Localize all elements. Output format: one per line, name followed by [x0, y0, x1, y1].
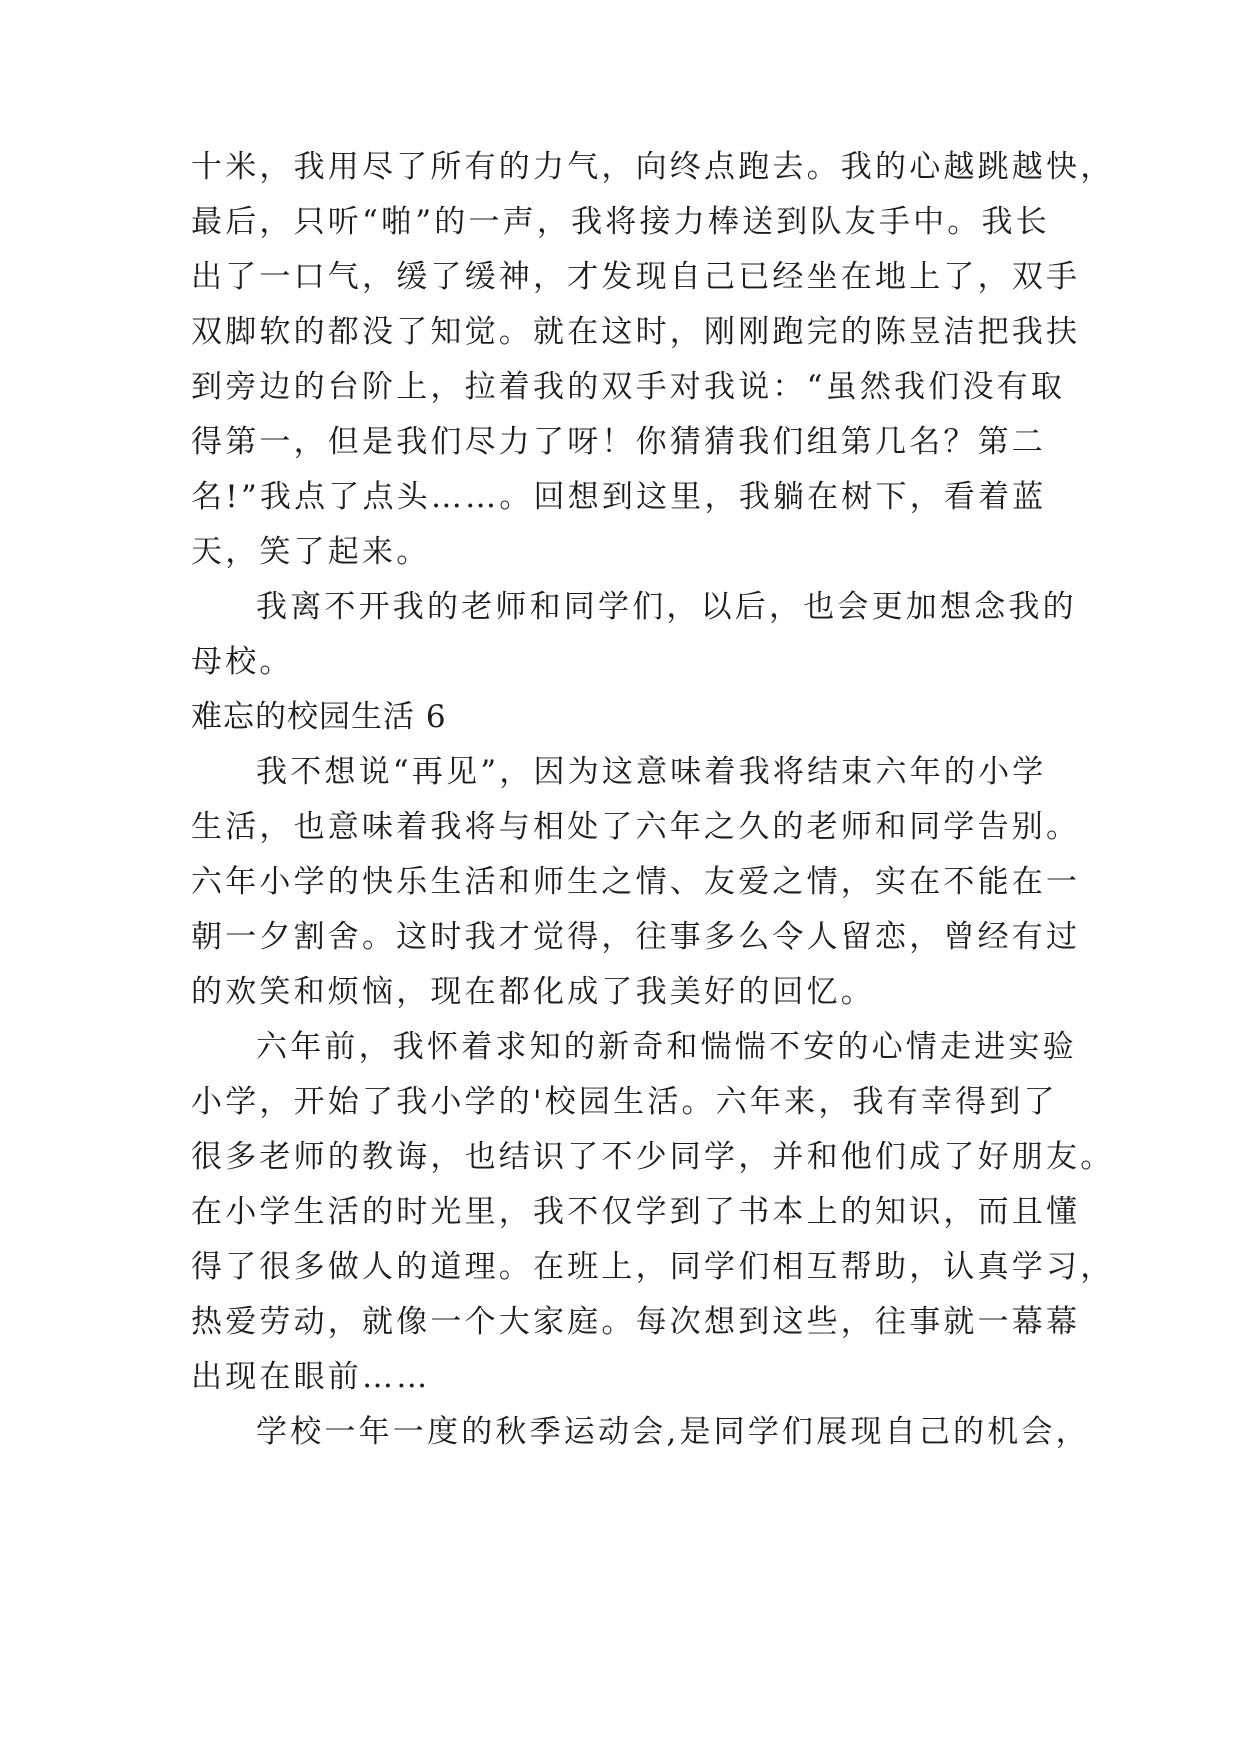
paragraph-line: 的欢笑和烦恼，现在都化成了我美好的回忆。 [191, 974, 875, 1010]
paragraph-line: 学校一年一度的秋季运动会,是同学们展现自己的机会， [256, 1414, 1090, 1450]
paragraph-line: 六年小学的快乐生活和师生之情、友爱之情，实在不能在一 [191, 864, 1081, 900]
paragraph-line: 生活，也意味着我将与相处了六年之久的老师和同学告别。 [191, 809, 1081, 845]
paragraph-line: 出了一口气，缓了缓神，才发现自己已经坐在地上了，双手 [191, 259, 1081, 295]
paragraph-line: 到旁边的台阶上，拉着我的双手对我说：“虽然我们没有取 [191, 369, 1066, 405]
paragraph-line: 我离不开我的老师和同学们，以后，也会更加想念我的 [256, 589, 1077, 625]
section-heading: 难忘的校园生活 6 [191, 699, 447, 735]
paragraph-line: 十米，我用尽了所有的力气，向终点跑去。我的心越跳越快， [191, 149, 1115, 185]
paragraph-line: 热爱劳动，就像一个大家庭。每次想到这些，往事就一幕幕 [191, 1304, 1081, 1340]
paragraph-line: 朝一夕割舍。这时我才觉得，往事多么令人留恋，曾经有过 [191, 919, 1081, 955]
paragraph-line: 天，笑了起来。 [191, 534, 431, 570]
paragraph-line: 最后，只听“啪”的一声，我将接力棒送到队友手中。我长 [191, 204, 1050, 240]
paragraph-line: 得第一，但是我们尽力了呀！你猜猜我们组第几名？第二 [191, 424, 1046, 460]
paragraph-line: 六年前，我怀着求知的新奇和惴惴不安的心情走进实验 [256, 1029, 1077, 1065]
paragraph-line: 名!”我点了点头……。回想到这里，我躺在树下，看着蓝 [191, 479, 1047, 515]
paragraph-line: 出现在眼前…… [191, 1359, 431, 1395]
paragraph-line: 很多老师的教诲，也结识了不少同学，并和他们成了好朋友。 [191, 1139, 1115, 1175]
paragraph-line: 小学，开始了我小学的'校园生活。六年来，我有幸得到了 [191, 1084, 1058, 1120]
paragraph-line: 我不想说“再见”，因为这意味着我将结束六年的小学 [256, 754, 1047, 790]
paragraph-line: 双脚软的都没了知觉。就在这时，刚刚跑完的陈昱洁把我扶 [191, 314, 1081, 350]
paragraph-line: 在小学生活的时光里，我不仅学到了书本上的知识，而且懂 [191, 1194, 1081, 1230]
paragraph-line: 得了很多做人的道理。在班上，同学们相互帮助，认真学习， [191, 1249, 1115, 1285]
paragraph-line: 母校。 [191, 644, 294, 680]
